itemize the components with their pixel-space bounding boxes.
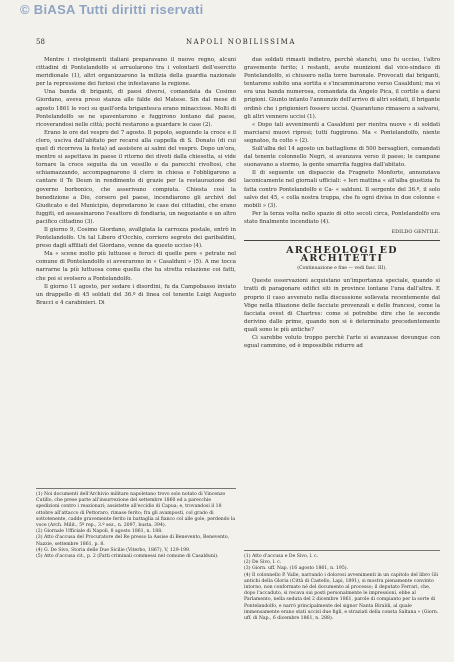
footnote: (1) Noi documenti dell'Archivio militare napoletano trovo solo notato di Vincenzo Cutillo, che prese parte all'insurrezione del settembre 1860 ed a parecchie spedizioni contro i reazionari; assistette all'eccidio di Capua; e, trovandosi il 18 ottobre all'attacco di Pettoraro, rimase ferito; fra gli avamposti, col grado di sottotenente, cadde gravemente ferito in battaglia al fianco col alle gole, perdendo la voce (Arch. Milit., 5º rep., 3.º sez., n. 2097, busta. 394).: [36, 492, 236, 529]
right-column: [244, 56, 440, 350]
section-paragraph: Ci sarebbe voluto troppo perchè l'arte si avanzasse dovunque con egual cammino, ed è impossibile ridurre ad: [244, 335, 440, 350]
footnote: (4) G. De Sivo, Storia delle Due Sicilie (Viterbo, 1867), V, 129-199.: [36, 547, 191, 553]
section-subtitle: (Continuazione e fine — vedi fasc. III).: [297, 266, 387, 272]
running-title: NAPOLI NOBILISSIMA: [186, 38, 296, 46]
right-paragraph: Per la terza volta nello spazio di otto secoli circa, Pontelandolfo era stato finalmente incendiato (4).: [244, 210, 440, 225]
footnote: (2) De Sivo, l. c.: [244, 560, 282, 566]
right-footnotes: [244, 550, 440, 622]
footnote: (2) Giornale Ufficiale di Napoli, 8 agosto 1861, n. 188.: [36, 529, 163, 535]
footnote: (3) Giorn. uff. Nap. (16 agosto 1861, n. 195).: [244, 566, 349, 572]
left-paragraph: Ma « scene molto più luttuose e feroci di quelle pere « petrate nel comune di Pontelandolfo si avverarono in « Casalduni » (5). A me tocca narrarne la più luttuosa come quella che ha stretta relazione coi fatti, che poi si svolsero a Pontelandolfo.: [36, 251, 236, 282]
right-paragraph: Sull'alba del 14 agosto un battaglione di 500 bersaglieri, comandati dal tenente colonnello Negri, si avanzava verso il paese; le campane suonavano a stormo, la gente smarrita fuggiva dall'abitato.: [244, 146, 440, 169]
page-header: [36, 38, 436, 50]
page-number: 58: [36, 38, 45, 46]
left-footnotes: [36, 488, 236, 560]
left-paragraph: Il giorno 9, Cosimo Giordano, avallgiata la carrozza postale, entrò in Pontelandolfo. Un tal Libero d'Occhio, corriero segreto dei garibaldini, preso dagli affiliati del Giordano, venne da questo ucciso (4).: [36, 226, 236, 250]
right-paragraph: « Dopo tali avvenimenti a Casalduni per rientra nuove « di soldati marciarsi muovi ripresi; tutti fuggirono. Ma « Pontelandolfo, niente segnatoo, fu colto » (2).: [244, 121, 440, 144]
footnote: (1) Atto d'accusa e De Sivo, l. c.: [244, 554, 319, 559]
footnote: (3) Atto d'accusa del Procuratore del Re presso la Assise di Benevento, Benevento, Nazzie, settembre 1861, p. 8.: [36, 535, 230, 547]
right-paragraph: Il di seguente un dispaccio da Fragneto Monforte, annunziava laconicamente nel giornali ufficiali: « Ieri mattina « all'alba giustizia fu fatta contro Pontelandolfo e Ca- « salduni. Il sergente del 36.º, il solo salvo dei 45, « colla nostra truppa, che fu ogni divisa in due colonne « mobili » (3).: [244, 170, 440, 209]
right-paragraph: due soldati rimasti indietro, perchè stanchi, uno fu ucciso, l'altro gravemente ferito; i restanti, avute munizioni dal vice-sindaco di Pontelandolfo, si chiusero nella torre baronale. Provocati dai briganti, tentarono subito una sortita e s'incamminarono verso Casalduni; ma vi era una banda numerosa, comandata da Angelo Pica, il cortile a darsi prigioni. Giunto intanto l'annunzio dell'arrivo di altri soldati, il brigante ordinò che i prigionieri fossero uccisi. Quarantuno rimasero a salvarsi, gli altri vennero uccisi (1).: [244, 57, 440, 120]
footnote: (4) Il colonnello P. Valle, narrando i dolorosi avvenimenti in un capitolo del libro Gli antichi della Gloria (Città di Castello, Lapi, 1891), si mostra pienamente convinto intorno, non conformato né del documento al processo; il deputato Ferrari, che, dopo l'accaduto, si recava sui posti personalmente le impressioni, ebbe al Parlamento, nella seduta del 2 dicembre 1861, parole di compianto per la sorte di Pontelandolfo, e narrò principalmente del signor Nanta Biraldi, al quale immensamente erano stati uccisi due figli, e straziati della consta Saltana » (Giorn. uff. di Nap., 6 dicembre 1861, n. 288).: [244, 572, 439, 622]
author-signature: EDILDO GENTILE.: [391, 228, 440, 235]
section-paragraph: Queste osservazioni acquistano un'importanza speciale, quando si tratti di paragonare edifici siti in province lontane l'una dall'altra. E proprio il caso avvenuto nella discussione sollevata recentemente dal Vöge nella filiazione delle facciate provenzali e delle francesi, come la facciata ovest di Chartres: come si potrebbe dire che le seconde derivino dalle prime, quando non si è determinato precedentemente quali sono le più antiche?: [244, 278, 440, 333]
divider: [244, 240, 440, 241]
watermark: © BiASA Tutti diritti riservati: [20, 2, 204, 17]
left-paragraph: Una banda di briganti, di paesi diversi, comandata da Cosimo Giordano, aveva preso stanza alle falde del Matese. Sin dal mese di agosto 1861 le voci su quell'orda brigantesca erano minacciose. Molti di Pontelandolfo se ne spaventarono e fuggirono lontano dal paese, ricoverandosi nelle città; pochi restarono a guardare le case (2).: [36, 89, 236, 128]
left-paragraph: Erano le ore del vespro del 7 agosto. Il popolo, seguendo la croce e il clero, uscìva dall'abitato per recarsi alla cappella di S. Donato (di cui quel dì ricorreva la festa) ad assistere ai salmi del vespro. Dopo un'ora, mentre si aspettava in paese il ritorno dei divoti dalla chiesetta, si vide tornare la croce seguita da un vessillo e da parecchi rivoltosi, che schiamazzando, accompagnarono il clero in chiesa e l'obbligarono a cantare il Te Deum in rendimento di grazie per la restaurazione del governo borbonico, che asserivano compiuta. Chiesta così la benedizione a Dio, corsero pel paese, incendiarono gli archivi del Giudicato e del Municipio, depredarono le case dei cittadini, che erano fuggiti, ed assassinarono l'esattore di fondiaria, un negoziante e un altro pacifico cittadino (3).: [36, 129, 236, 225]
left-paragraph: Il giorno 11 agosto, per sedare i disordini, fu da Campobasso inviato un drappello di 45 soldati del 36.º di linea col tenente Luigi Augusto Bracci e 4 carabinieri. Di: [36, 283, 236, 306]
footnote: (5) Atto d'accusa cit., p. 2 (Fatti criminali commessi nel comune di Casalduni).: [36, 554, 219, 560]
section-title: ARCHEOLOGI ED ARCHITETTI: [286, 245, 398, 265]
left-paragraph: Mentre i rivolgimenti italiani preparavano il nuovo regno, alcuni cittadini di Pontelandolfo si arruolarono tra i volontarii dell'esercito meridionale (1), altri organizzarono la milizia della guardia nazionale per la repressione dei furiosi che infestavano la regione.: [36, 57, 236, 88]
left-column: [36, 56, 236, 307]
